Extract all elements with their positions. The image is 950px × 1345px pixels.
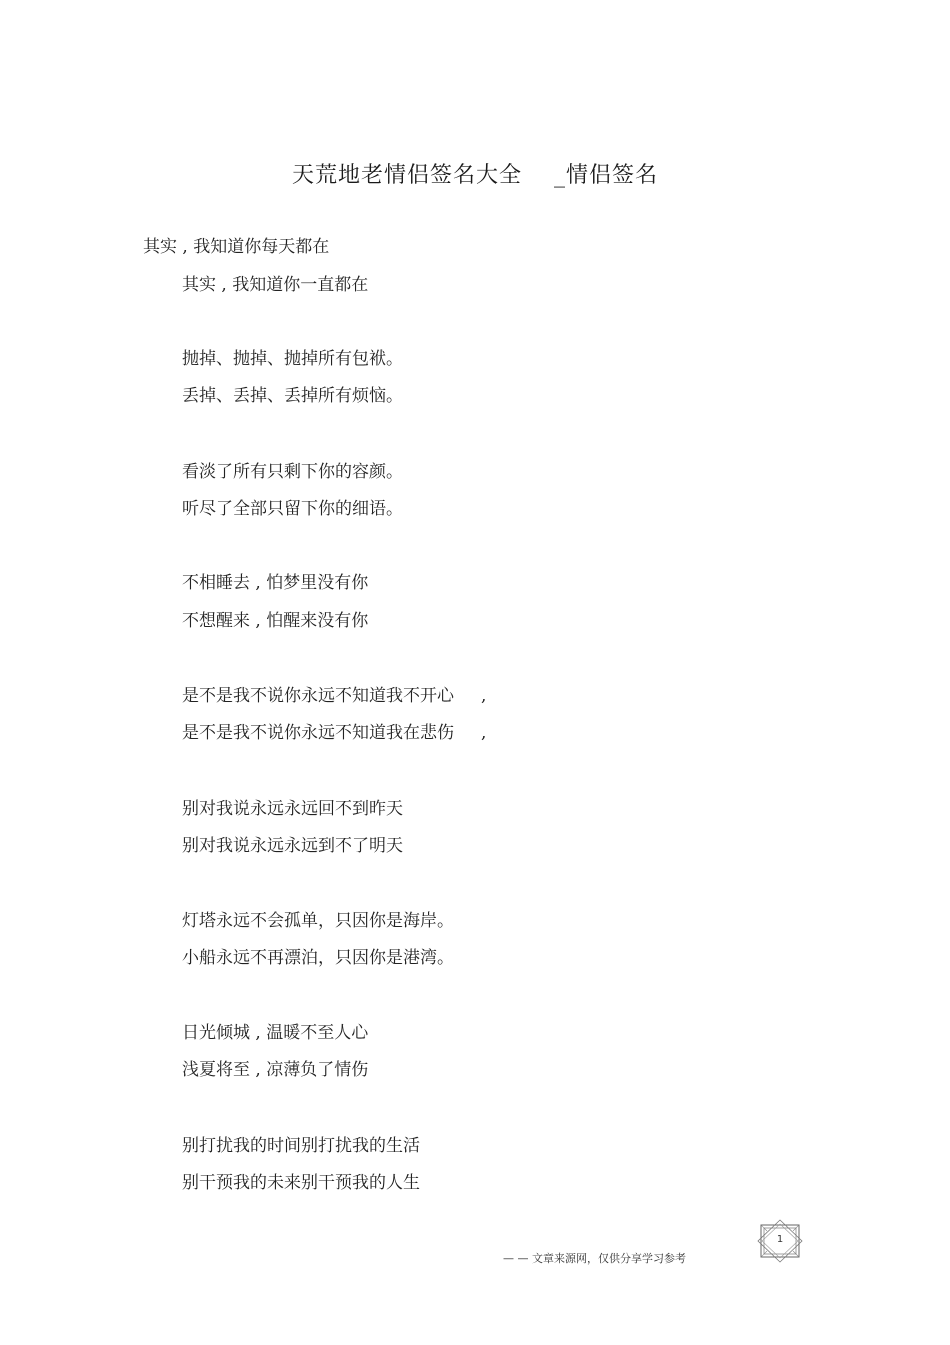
verse-line: 浅夏将至 , 凉薄负了情伤 [182, 1060, 369, 1080]
verse-line: 听尽了全部只留下你的细语。 [182, 499, 403, 519]
verse-line: 灯塔永远不会孤单，只因你是海岸。 [182, 911, 454, 931]
verse-line: 别对我说永远永远到不了明天 [182, 836, 403, 856]
verse-line: 别对我说永远永远回不到昨天 [182, 799, 403, 819]
verse-line: 别干预我的未来别干预我的人生 [182, 1173, 420, 1193]
verse-line: 日光倾城 , 温暖不至人心 [182, 1023, 369, 1043]
verse-line: 不想醒来 , 怕醒来没有你 [182, 611, 369, 631]
verse-line: 小船永远不再漂泊，只因你是港湾。 [182, 948, 454, 968]
verse-line: 丢掉、丢掉、丢掉所有烦恼。 [182, 386, 403, 406]
verse-line: 抛掉、抛掉、抛掉所有包袱。 [182, 349, 403, 369]
verse-line: 看淡了所有只剩下你的容颜。 [182, 462, 403, 482]
verse-line: 其实 , 我知道你一直都在 [182, 275, 369, 295]
verse-line: 别打扰我的时间别打扰我的生活 [182, 1136, 420, 1156]
footer-source-note: — — 文章来源网，仅供分享学习参考 [503, 1252, 686, 1265]
verse-line: 是不是我不说你永远不知道我在悲伤 , [182, 723, 487, 743]
intro-line: 其实 , 我知道你每天都在 [143, 237, 330, 257]
verse-line: 是不是我不说你永远不知道我不开心 , [182, 686, 487, 706]
verse-line: 不相睡去 , 怕梦里没有你 [182, 573, 369, 593]
page-number: 1 [776, 1234, 784, 1245]
page-number-badge [755, 1219, 805, 1263]
page-title: 天荒地老情侣签名大全 _情侣签名 [292, 163, 658, 188]
